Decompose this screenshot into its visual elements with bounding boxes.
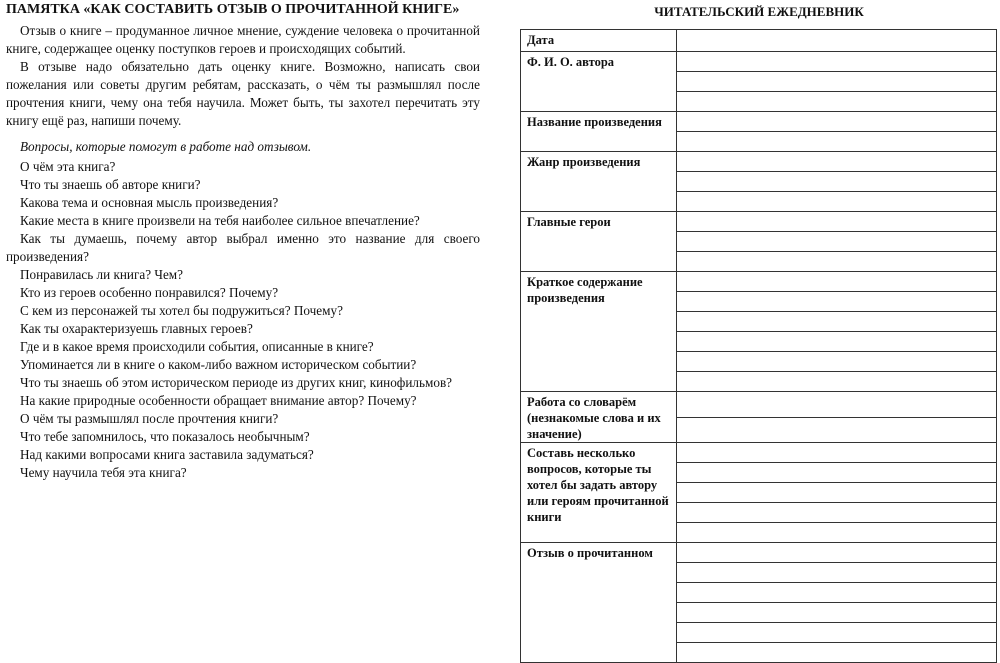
diary-write-line[interactable] bbox=[677, 272, 997, 292]
question-item: Над какими вопросами книга заставила задуматься? bbox=[20, 447, 314, 462]
question-item: О чём ты размышлял после прочтения книги? bbox=[20, 411, 279, 426]
diary-label: Ф. И. О. автора bbox=[521, 52, 677, 112]
diary-table bbox=[520, 29, 997, 663]
diary-write-line[interactable] bbox=[677, 417, 997, 443]
diary-label: Работа со словарём (незнакомые слова и их значение) bbox=[521, 392, 677, 443]
diary-title: ЧИТАТЕЛЬСКИЙ ЕЖЕДНЕВНИК bbox=[654, 4, 864, 19]
questions-heading: Вопросы, которые помогут в работе над отзывом. bbox=[20, 139, 312, 154]
diary-write-line[interactable] bbox=[677, 332, 997, 352]
question-item: Какова тема и основная мысль произведения? bbox=[20, 195, 279, 210]
diary-row bbox=[521, 392, 997, 418]
diary-write-line[interactable] bbox=[677, 152, 997, 172]
diary-row bbox=[521, 30, 997, 52]
diary-write-line[interactable] bbox=[677, 352, 997, 372]
diary-label: Дата bbox=[521, 30, 677, 52]
diary-section bbox=[520, 0, 998, 560]
diary-write-line[interactable] bbox=[677, 503, 997, 523]
diary-write-line[interactable] bbox=[677, 463, 997, 483]
question-item: Упоминается ли в книге о каком-либо важном историческом событии? bbox=[20, 357, 417, 372]
question-item: Что тебе запомнилось, что показалось необычным? bbox=[20, 429, 310, 444]
diary-label: Главные герои bbox=[521, 212, 677, 272]
diary-write-line[interactable] bbox=[677, 72, 997, 92]
diary-row bbox=[521, 443, 997, 463]
question-item: Какие места в книге произвели на тебя наиболее сильное впечатление? bbox=[20, 213, 420, 228]
diary-write-line[interactable] bbox=[677, 30, 997, 52]
diary-write-line[interactable] bbox=[677, 132, 997, 152]
question-item: С кем из персонажей ты хотел бы подружиться? Почему? bbox=[20, 303, 343, 318]
questions-list bbox=[6, 158, 480, 482]
diary-write-line[interactable] bbox=[677, 623, 997, 643]
question-item: Кто из героев особенно понравился? Почему? bbox=[20, 285, 279, 300]
diary-write-line[interactable] bbox=[677, 252, 997, 272]
memo-paragraph-2: В отзыве надо обязательно дать оценку книге. Возможно, написать свои пожелания или советы другим ребятам, рассказать, о чём ты размышлял после прочтения книги, чему она тебя научила. Может быть, ты захотел перечитать эту книгу ещё раз, напиши почему. bbox=[6, 59, 480, 128]
question-item: Как ты думаешь, почему автор выбрал именно это название для своего произведения? bbox=[6, 231, 480, 264]
question-item: Понравилась ли книга? Чем? bbox=[20, 267, 183, 282]
diary-label: Отзыв о прочитанном bbox=[521, 543, 677, 663]
diary-write-line[interactable] bbox=[677, 112, 997, 132]
diary-write-line[interactable] bbox=[677, 52, 997, 72]
diary-write-line[interactable] bbox=[677, 543, 997, 563]
memo-section bbox=[6, 2, 480, 482]
diary-write-line[interactable] bbox=[677, 212, 997, 232]
question-item: Что ты знаешь об авторе книги? bbox=[20, 177, 201, 192]
question-item: На какие природные особенности обращает внимание автор? Почему? bbox=[20, 393, 417, 408]
diary-write-line[interactable] bbox=[677, 292, 997, 312]
diary-write-line[interactable] bbox=[677, 392, 997, 418]
diary-write-line[interactable] bbox=[677, 583, 997, 603]
diary-row bbox=[521, 272, 997, 292]
diary-write-line[interactable] bbox=[677, 172, 997, 192]
question-item: О чём эта книга? bbox=[20, 159, 116, 174]
diary-write-line[interactable] bbox=[677, 523, 997, 543]
question-item: Где и в какое время происходили события, описанные в книге? bbox=[20, 339, 374, 354]
diary-label: Составь несколько вопросов, которые ты хотел бы задать автору или героям прочитанной книги bbox=[521, 443, 677, 543]
question-item: Что ты знаешь об этом историческом периоде из других книг, кинофильмов? bbox=[20, 375, 453, 390]
memo-paragraph-1: Отзыв о книге – продуманное личное мнение, суждение человека о прочитанной книге, содержащее оценку поступков героев и происходящих событий. bbox=[6, 23, 480, 56]
diary-write-line[interactable] bbox=[677, 192, 997, 212]
question-item: Чему научила тебя эта книга? bbox=[20, 465, 187, 480]
diary-write-line[interactable] bbox=[677, 312, 997, 332]
diary-write-line[interactable] bbox=[677, 372, 997, 392]
diary-row bbox=[521, 152, 997, 172]
diary-write-line[interactable] bbox=[677, 92, 997, 112]
question-item: Как ты охарактеризуешь главных героев? bbox=[20, 321, 253, 336]
diary-row bbox=[521, 212, 997, 232]
diary-label: Название произведения bbox=[521, 112, 677, 152]
diary-write-line[interactable] bbox=[677, 643, 997, 663]
diary-label: Краткое содержание произведения bbox=[521, 272, 677, 392]
diary-row bbox=[521, 52, 997, 72]
diary-label: Жанр произведения bbox=[521, 152, 677, 212]
diary-write-line[interactable] bbox=[677, 563, 997, 583]
diary-row bbox=[521, 543, 997, 563]
diary-write-line[interactable] bbox=[677, 603, 997, 623]
diary-write-line[interactable] bbox=[677, 232, 997, 252]
diary-write-line[interactable] bbox=[677, 443, 997, 463]
diary-row bbox=[521, 112, 997, 132]
diary-write-line[interactable] bbox=[677, 483, 997, 503]
memo-title: ПАМЯТКА «КАК СОСТАВИТЬ ОТЗЫВ О ПРОЧИТАННОЙ КНИГЕ» bbox=[6, 2, 460, 17]
